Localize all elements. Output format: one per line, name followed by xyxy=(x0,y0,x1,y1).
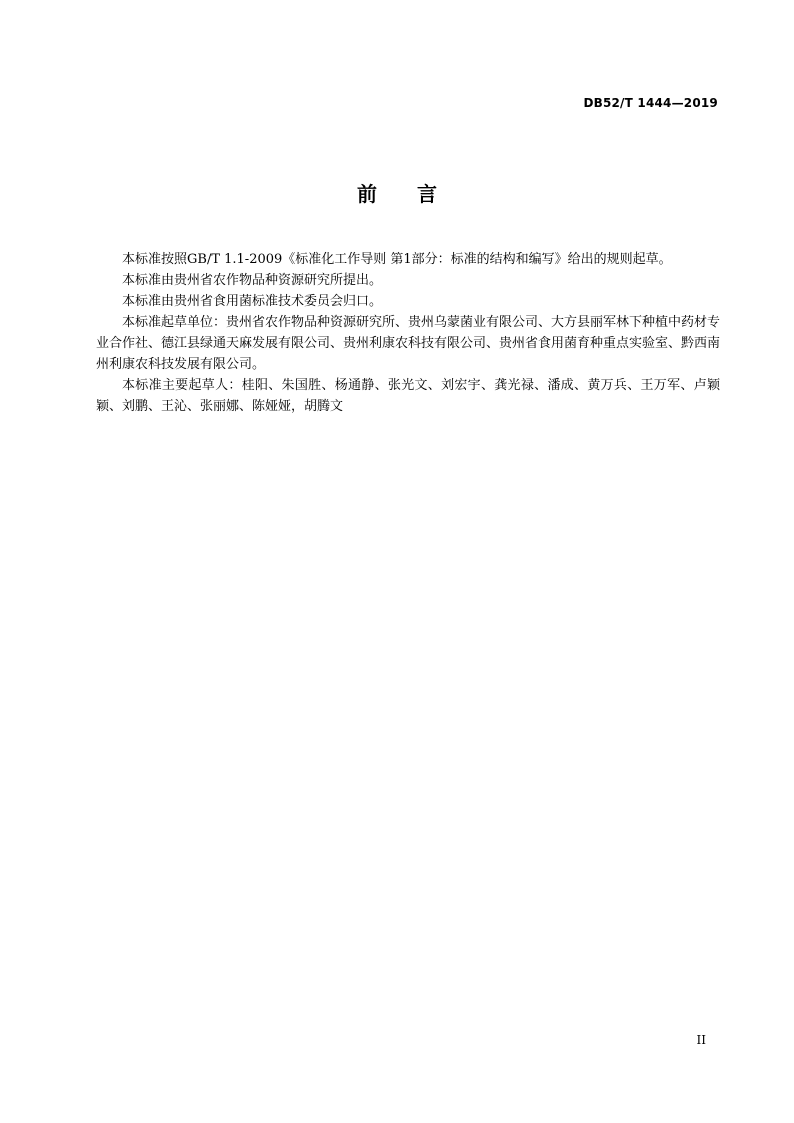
page-title: 前 言 xyxy=(357,182,437,206)
paragraph-drafting-rules: 本标准按照GB/T 1.1-2009《标准化工作导则 第1部分：标准的结构和编写》给出的规则起草。 xyxy=(122,252,672,267)
standard-code: DB52/T 1444—2019 xyxy=(583,96,718,110)
page-number: II xyxy=(696,1033,706,1047)
paragraph-drafters: 本标准主要起草人：桂阳、朱国胜、杨通静、张光文、刘宏宇、龚光禄、潘成、黄万兵、王万军、卢颖颖、刘鹏、王沁、张丽娜、陈娅娅，胡腾文 xyxy=(96,378,720,414)
paragraph-proposer: 本标准由贵州省农作物品种资源研究所提出。 xyxy=(122,273,383,288)
paragraph-committee: 本标准由贵州省食用菌标准技术委员会归口。 xyxy=(122,294,383,309)
foreword-body xyxy=(96,249,720,417)
paragraph-drafting-units: 本标准起草单位：贵州省农作物品种资源研究所、贵州乌蒙菌业有限公司、大方县丽军林下种植中药材专业合作社、德江县绿通天麻发展有限公司、贵州利康农科技有限公司、贵州省食用菌育种重点实验室、黔西南州利康农科技发展有限公司。 xyxy=(96,315,721,372)
